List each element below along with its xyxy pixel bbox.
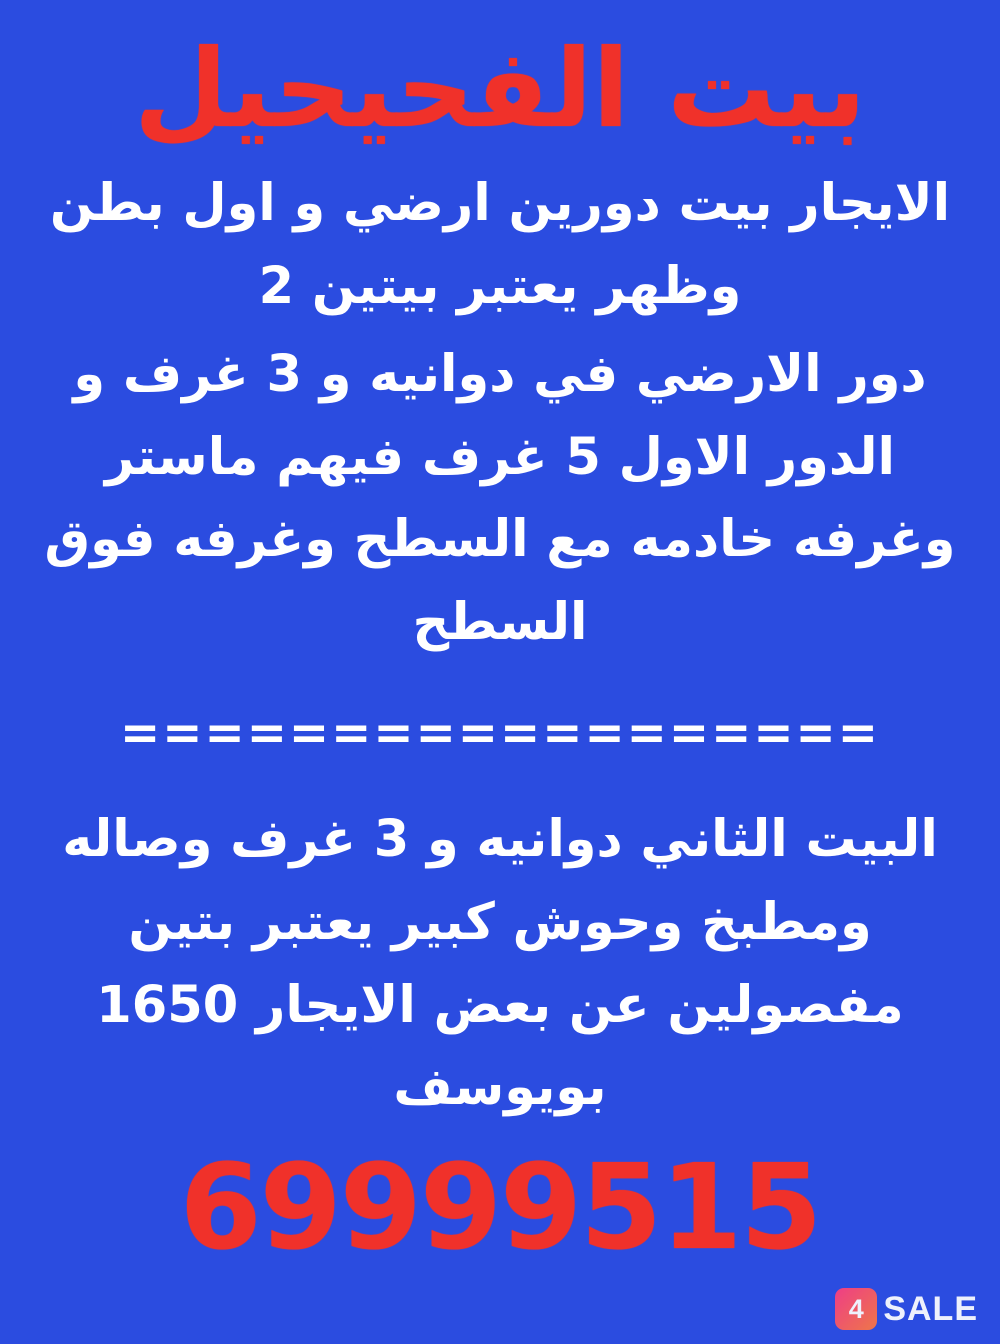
phone-number[interactable]: 69999515 [179, 1137, 821, 1276]
section-divider: ================== [120, 706, 880, 760]
watermark-logo [835, 1288, 978, 1330]
ad-paragraph-1: الايجار بيت دورين ارضي و اول بطن وظهر يعتبر بيتين 2 [49, 174, 951, 316]
page-title: بيت الفحيحيل [133, 27, 867, 152]
ad-paragraph-2: دور الارضي في دوانيه و 3 غرف و الدور الاول 5 غرف فيهم ماستر وغرفه خادمه مع السطح وغرفه فوق السطح [44, 345, 956, 653]
ad-body-second [30, 799, 970, 1135]
watermark-text: SALE [883, 1289, 978, 1328]
ad-paragraph-3: البيت الثاني دوانيه و 3 غرف وصاله ومطبخ وحوش كبير يعتبر بتين مفصولين عن بعض الايجار 1650 بويوسف [62, 810, 938, 1118]
watermark-badge: 4 [835, 1288, 877, 1330]
ad-body [30, 163, 970, 671]
